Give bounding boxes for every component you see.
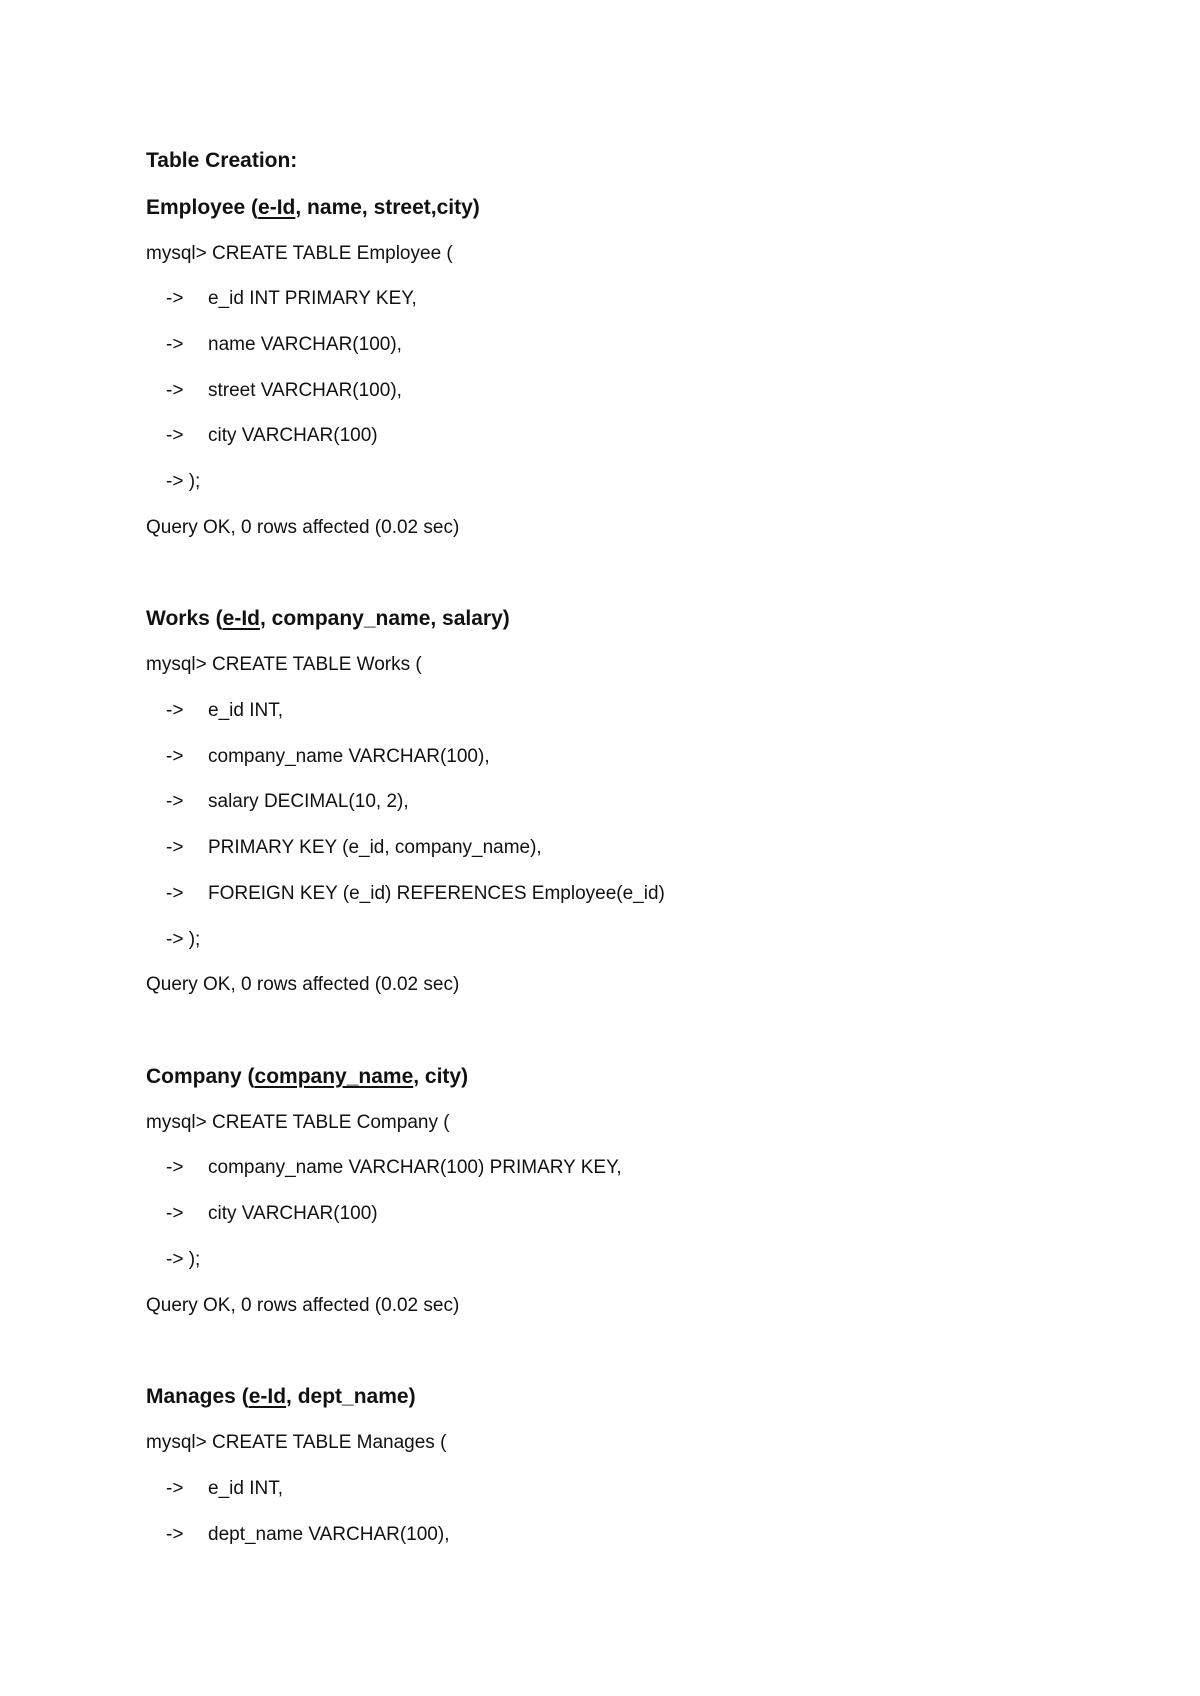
primary-key-underlined: e-Id bbox=[222, 607, 260, 630]
section-heading-company bbox=[146, 1065, 468, 1089]
continuation-arrow: -> bbox=[166, 700, 184, 721]
sql-continuation-line bbox=[146, 424, 378, 448]
sql-line-text: company_name VARCHAR(100) PRIMARY KEY, bbox=[208, 1157, 622, 1178]
sql-continuation-line bbox=[146, 790, 409, 814]
continuation-arrow: -> bbox=[166, 1157, 184, 1178]
continuation-arrow: -> bbox=[166, 791, 184, 812]
sql-line-text: street VARCHAR(100), bbox=[208, 380, 402, 401]
continuation-arrow: -> bbox=[166, 288, 184, 309]
continuation-arrow: -> bbox=[166, 837, 184, 858]
continuation-arrow: -> bbox=[166, 425, 184, 446]
sql-continuation-line bbox=[146, 1523, 449, 1547]
sql-command: mysql> CREATE TABLE Company ( bbox=[146, 1112, 450, 1133]
sql-line-text: e_id INT PRIMARY KEY, bbox=[208, 288, 417, 309]
sql-command: mysql> CREATE TABLE Manages ( bbox=[146, 1432, 447, 1453]
sql-line-text: city VARCHAR(100) bbox=[208, 425, 378, 446]
sql-close-line: -> ); bbox=[166, 929, 201, 950]
sql-continuation-line bbox=[146, 745, 490, 769]
sql-line-text: e_id INT, bbox=[208, 1478, 283, 1499]
heading-suffix: , company_name, salary) bbox=[259, 607, 510, 630]
section-heading-works bbox=[146, 607, 510, 631]
query-result: Query OK, 0 rows affected (0.02 sec) bbox=[146, 517, 460, 538]
sql-line-text: FOREIGN KEY (e_id) REFERENCES Employee(e_id) bbox=[208, 883, 665, 904]
sql-line-text: dept_name VARCHAR(100), bbox=[208, 1524, 450, 1545]
sql-line-text: company_name VARCHAR(100), bbox=[208, 746, 490, 767]
primary-key-underlined: e-Id bbox=[248, 1385, 287, 1408]
sql-command: mysql> CREATE TABLE Employee ( bbox=[146, 243, 453, 264]
sql-line-text: name VARCHAR(100), bbox=[208, 334, 402, 355]
sql-continuation-line bbox=[146, 379, 402, 403]
primary-key-underlined: e-Id bbox=[258, 196, 296, 219]
continuation-arrow: -> bbox=[166, 1524, 184, 1545]
sql-line-text: city VARCHAR(100) bbox=[208, 1203, 378, 1224]
sql-line-text: e_id INT, bbox=[208, 700, 283, 721]
sql-continuation-line bbox=[146, 1477, 283, 1501]
sql-continuation-line bbox=[146, 1156, 622, 1180]
query-result: Query OK, 0 rows affected (0.02 sec) bbox=[146, 974, 460, 995]
sql-close-line: -> ); bbox=[166, 471, 201, 492]
query-result: Query OK, 0 rows affected (0.02 sec) bbox=[146, 1295, 460, 1316]
section-heading-employee bbox=[146, 196, 480, 220]
continuation-arrow: -> bbox=[166, 883, 184, 904]
continuation-arrow: -> bbox=[166, 334, 184, 355]
continuation-arrow: -> bbox=[166, 746, 184, 767]
sql-line-text: PRIMARY KEY (e_id, company_name), bbox=[208, 837, 542, 858]
continuation-arrow: -> bbox=[166, 1203, 184, 1224]
continuation-arrow: -> bbox=[166, 1478, 184, 1499]
primary-key-underlined: company_name bbox=[254, 1065, 414, 1088]
heading-prefix: Employee ( bbox=[146, 196, 259, 219]
sql-close-line: -> ); bbox=[166, 1249, 201, 1270]
sql-continuation-line bbox=[146, 1202, 378, 1226]
heading-suffix: , city) bbox=[413, 1065, 469, 1088]
sql-continuation-line bbox=[146, 699, 283, 723]
sql-continuation-line bbox=[146, 882, 665, 906]
heading-prefix: Manages ( bbox=[146, 1385, 249, 1408]
sql-continuation-line bbox=[146, 287, 417, 311]
document-title: Table Creation: bbox=[146, 149, 298, 172]
section-heading-manages bbox=[146, 1385, 416, 1409]
heading-prefix: Company ( bbox=[146, 1065, 255, 1088]
heading-prefix: Works ( bbox=[146, 607, 223, 630]
continuation-arrow: -> bbox=[166, 380, 184, 401]
heading-suffix: , dept_name) bbox=[286, 1385, 416, 1408]
sql-line-text: salary DECIMAL(10, 2), bbox=[208, 791, 409, 812]
sql-continuation-line bbox=[146, 333, 402, 357]
sql-continuation-line bbox=[146, 836, 542, 860]
heading-suffix: , name, street,city) bbox=[295, 196, 480, 219]
sql-command: mysql> CREATE TABLE Works ( bbox=[146, 654, 422, 675]
